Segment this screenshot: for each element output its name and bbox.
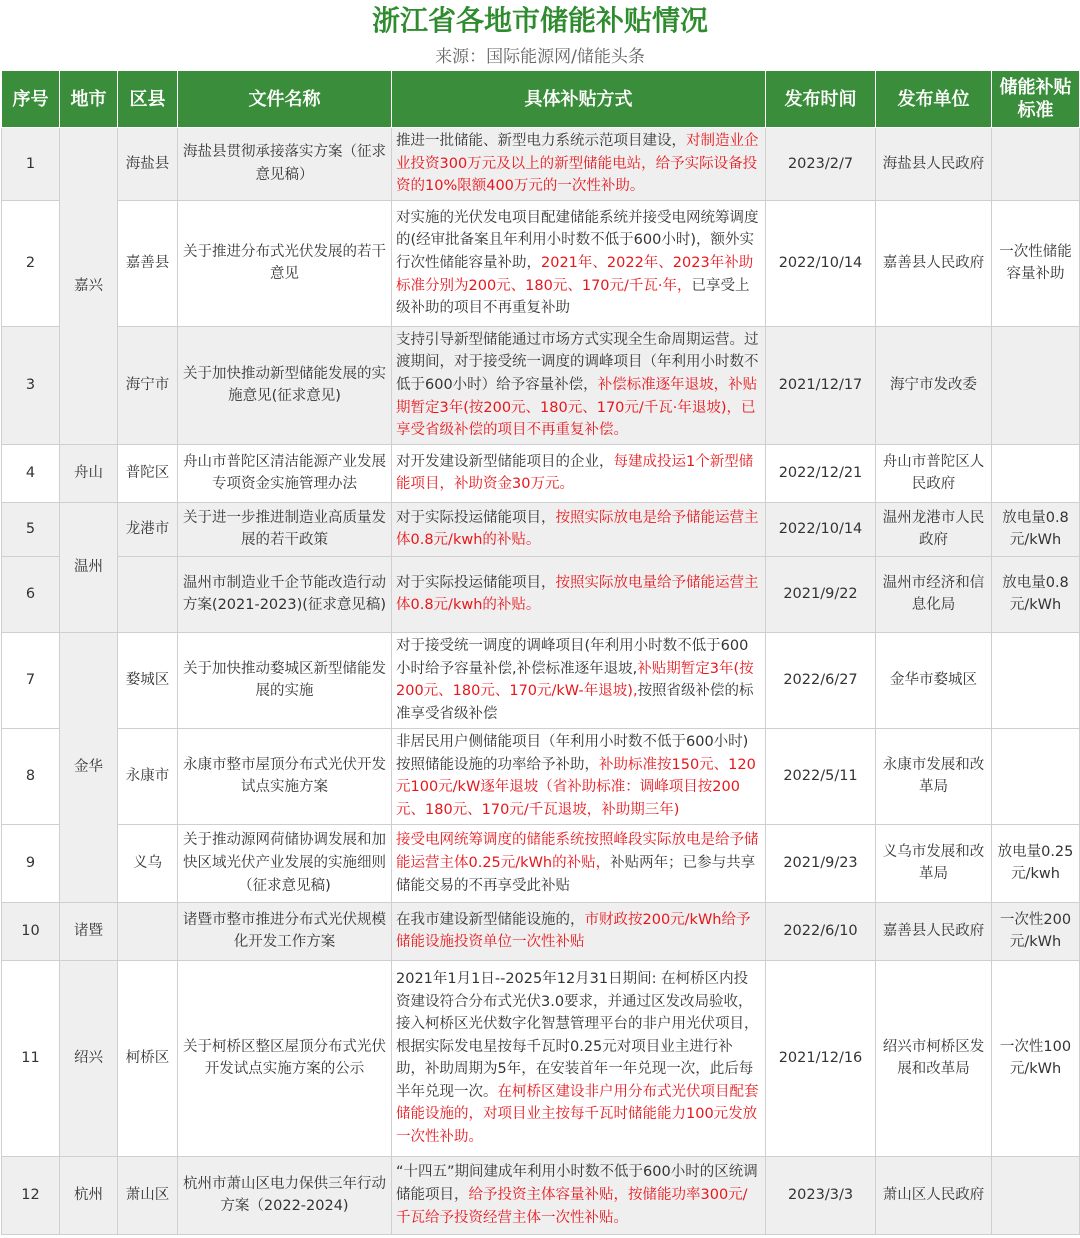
col-header-district: 区县 [118, 71, 178, 128]
cell-publisher: 舟山市普陀区人民政府 [876, 444, 992, 502]
table-row [2, 200, 1080, 326]
table-row [2, 902, 1080, 960]
detail-text: 非居民用户侧储能项目（年利用小时数不低于600小时)按照储能设施的功率给予补助， [396, 734, 749, 773]
cell-detail [392, 200, 766, 326]
cell-date: 2021/9/23 [766, 824, 876, 902]
cell-publisher: 海盐县人民政府 [876, 128, 992, 201]
cell-standard: 放电量0.8元/kWh [992, 556, 1080, 632]
col-header-detail: 具体补贴方式 [392, 71, 766, 128]
cell-district [118, 902, 178, 960]
cell-district: 婺城区 [118, 632, 178, 728]
cell-city: 温州 [60, 502, 118, 632]
cell-district: 柯桥区 [118, 960, 178, 1156]
cell-no: 5 [2, 502, 60, 556]
cell-no: 12 [2, 1156, 60, 1234]
cell-date: 2022/12/21 [766, 444, 876, 502]
cell-detail [392, 728, 766, 824]
table-row [2, 728, 1080, 824]
cell-detail [392, 902, 766, 960]
cell-city: 杭州 [60, 1156, 118, 1234]
detail-highlight: 在柯桥区建设非户用分布式光伏项目配套储能设施的，对项目业主按每千瓦时储能能力100元发放一次性补助。 [396, 1083, 759, 1146]
cell-detail [392, 632, 766, 728]
cell-detail [392, 502, 766, 556]
cell-file: 关于柯桥区整区屋顶分布式光伏开发试点实施方案的公示 [178, 960, 392, 1156]
cell-date: 2021/9/22 [766, 556, 876, 632]
cell-file: 舟山市普陀区清洁能源产业发展专项资金实施管理办法 [178, 444, 392, 502]
cell-date: 2021/12/16 [766, 960, 876, 1156]
cell-city: 舟山 [60, 444, 118, 502]
cell-district: 萧山区 [118, 1156, 178, 1234]
cell-date: 2022/6/27 [766, 632, 876, 728]
detail-highlight: 对制造业企业投资300万元及以上的新型储能电站，给予实际设备投资的10%限额400万元的一次性补助。 [396, 133, 759, 195]
detail-text: 对于实际投运储能项目， [396, 509, 556, 526]
cell-publisher: 永康市发展和改革局 [876, 728, 992, 824]
cell-no: 10 [2, 902, 60, 960]
cell-no: 3 [2, 326, 60, 444]
cell-standard: 放电量0.8元/kWh [992, 502, 1080, 556]
cell-district: 龙港市 [118, 502, 178, 556]
header-row [2, 71, 1080, 128]
table-row [2, 502, 1080, 556]
cell-file: 诸暨市整市推进分布式光伏规模化开发工作方案 [178, 902, 392, 960]
cell-no: 9 [2, 824, 60, 902]
cell-file: 温州市制造业千企节能改造行动方案(2021-2023)(征求意见稿) [178, 556, 392, 632]
detail-highlight: 接受电网统筹调度的储能系统按照峰段实际放电是给予储能运营主体0.25元/kWh的补贴， [396, 832, 759, 871]
cell-no: 6 [2, 556, 60, 632]
col-header-publisher: 发布单位 [876, 71, 992, 128]
cell-standard [992, 444, 1080, 502]
cell-date: 2022/5/11 [766, 728, 876, 824]
cell-publisher: 绍兴市柯桥区发展和改革局 [876, 960, 992, 1156]
detail-highlight: 每建成投运1个新型储能项目，补助资金30万元。 [396, 453, 754, 493]
detail-tail: 已享受上级补助的项目不再重复补助 [396, 277, 750, 317]
cell-date: 2022/6/10 [766, 902, 876, 960]
cell-standard: 一次性200元/kWh [992, 902, 1080, 960]
detail-highlight: 2021年、2022年、2023年补助标准分别为200元、180元、170元/千瓦·年， [396, 254, 754, 294]
cell-file: 关于推动源网荷储协调发展和加快区域光伏产业发展的实施细则（征求意见稿) [178, 824, 392, 902]
col-header-city: 地市 [60, 71, 118, 128]
cell-standard: 一次性储能容量补助 [992, 200, 1080, 326]
cell-file: 关于进一步推进制造业高质量发展的若干政策 [178, 502, 392, 556]
detail-highlight: 补助标准按150元、120元100元/kW逐年退坡（省补助标准：调峰项目按200元、180元、170元/千瓦退坡，补助期三年) [396, 756, 756, 818]
cell-file: 永康市整市屋顶分布式光伏开发试点实施方案 [178, 728, 392, 824]
detail-text: 2021年1月1日--2025年12月31日期间: 在柯桥区内投资建设符合分布式光伏3.0要求，并通过区发改局验收，接入柯桥区光伏数字化智慧管理平台的非户用光伏项目，根据实际发电星按每千瓦时0.25元对项目业主进行补助，补助周期为5年，在安装首年一年兑现一次，此后每半年兑现一次。 [396, 970, 759, 1100]
detail-highlight: 给予投资主体容量补贴，按储能功率300元/千瓦给予投资经营主体一次性补贴。 [396, 1186, 748, 1226]
cell-district: 海盐县 [118, 128, 178, 201]
cell-district: 义乌 [118, 824, 178, 902]
subsidy-table [1, 70, 1080, 1235]
cell-date: 2023/2/7 [766, 128, 876, 201]
table-row [2, 326, 1080, 444]
col-header-standard: 储能补贴标准 [992, 71, 1080, 128]
cell-city: 金华 [60, 632, 118, 902]
cell-district: 永康市 [118, 728, 178, 824]
cell-district: 普陀区 [118, 444, 178, 502]
cell-date: 2023/3/3 [766, 1156, 876, 1234]
cell-no: 7 [2, 632, 60, 728]
detail-tail: 按照省级补偿的标准享受省级补偿 [396, 683, 754, 722]
detail-text: 对于实际投运储能项目， [396, 574, 556, 591]
cell-no: 1 [2, 128, 60, 201]
detail-highlight: 市财政按200元/kWh给予储能设施投资单位一次性补贴 [396, 911, 751, 951]
detail-highlight: 按照实际放电是给予储能运营主体0.8元/kwh的补贴。 [396, 509, 759, 549]
cell-district: 嘉善县 [118, 200, 178, 326]
detail-tail: 补贴两年；已参与共享储能交易的不再享受此补贴 [396, 854, 756, 894]
col-header-date: 发布时间 [766, 71, 876, 128]
detail-text: 支持引导新型储能通过市场方式实现全生命周期运营。过渡期间，对于接受统一调度的调峰项目（年利用小时数不低于600小时）给予容量补偿， [396, 331, 759, 393]
cell-publisher: 萧山区人民政府 [876, 1156, 992, 1234]
table-row [2, 824, 1080, 902]
table-row [2, 1156, 1080, 1234]
col-header-file: 文件名称 [178, 71, 392, 128]
cell-publisher: 嘉善县人民政府 [876, 200, 992, 326]
cell-publisher: 温州市经济和信息化局 [876, 556, 992, 632]
col-header-no: 序号 [2, 71, 60, 128]
cell-standard [992, 128, 1080, 201]
cell-city: 绍兴 [60, 960, 118, 1156]
detail-text: 在我市建设新型储能设施的， [396, 911, 585, 928]
cell-no: 4 [2, 444, 60, 502]
cell-standard [992, 728, 1080, 824]
cell-standard [992, 1156, 1080, 1234]
cell-detail [392, 128, 766, 201]
cell-publisher: 嘉善县人民政府 [876, 902, 992, 960]
cell-standard: 放电量0.25元/kwh [992, 824, 1080, 902]
detail-highlight: 补贴期暂定3年(按200元、180元、170元/kW-年退坡), [396, 660, 754, 700]
cell-detail [392, 1156, 766, 1234]
detail-highlight: 按照实际放电量给予储能运营主体0.8元/kwh的补贴。 [396, 574, 759, 614]
cell-publisher: 金华市婺城区 [876, 632, 992, 728]
table-row [2, 960, 1080, 1156]
table-row [2, 632, 1080, 728]
cell-publisher: 义乌市发展和改革局 [876, 824, 992, 902]
cell-no: 11 [2, 960, 60, 1156]
cell-standard: 一次性100元/kWh [992, 960, 1080, 1156]
page-title: 浙江省各地市储能补贴情况 [371, 4, 708, 37]
detail-text: 对开发建设新型储能项目的企业， [396, 453, 614, 470]
cell-city: 诸暨 [60, 902, 118, 960]
cell-standard [992, 632, 1080, 728]
detail-text: 对实施的光伏发电项目配建储能系统并接受电网统筹调度的(经审批备案且年利用小时数不低于600小时)，额外实行次性储能容量补助， [396, 209, 759, 271]
cell-standard [992, 326, 1080, 444]
cell-detail [392, 824, 766, 902]
cell-publisher: 温州龙港市人民政府 [876, 502, 992, 556]
cell-no: 2 [2, 200, 60, 326]
cell-detail [392, 960, 766, 1156]
cell-date: 2022/10/14 [766, 200, 876, 326]
cell-file: 关于加快推动婺城区新型储能发展的实施 [178, 632, 392, 728]
cell-district: 海宁市 [118, 326, 178, 444]
cell-date: 2022/10/14 [766, 502, 876, 556]
cell-no: 8 [2, 728, 60, 824]
cell-publisher: 海宁市发改委 [876, 326, 992, 444]
cell-file: 杭州市萧山区电力保供三年行动方案（2022-2024) [178, 1156, 392, 1234]
source-note: 来源：国际能源网/储能头条 [435, 47, 645, 67]
detail-text: 推进一批储能、新型电力系统示范项目建设， [396, 133, 686, 149]
cell-detail [392, 556, 766, 632]
cell-file: 关于加快推动新型储能发展的实施意见(征求意见) [178, 326, 392, 444]
cell-file: 海盐县贯彻承接落实方案（征求意见稿） [178, 128, 392, 201]
cell-file: 关于推进分布式光伏发展的若干意见 [178, 200, 392, 326]
table-row [2, 444, 1080, 502]
cell-detail [392, 326, 766, 444]
cell-district [118, 556, 178, 632]
table-row [2, 128, 1080, 201]
detail-highlight: 补偿标准逐年退坡，补贴期暂定3年(按200元、180元、170元/千瓦·年退坡)，已享受省级补偿的项目不再重复补偿。 [396, 376, 758, 439]
detail-text: “十四五”期间建成年利用小时数不低于600小时的区统调储能项目， [396, 1164, 758, 1203]
detail-text: 对于接受统一调度的调峰项目(年利用小时数不低于600小时给予容量补偿,补偿标准逐年退坡, [396, 638, 749, 677]
table-row [2, 556, 1080, 632]
cell-date: 2021/12/17 [766, 326, 876, 444]
cell-city: 嘉兴 [60, 128, 118, 445]
cell-detail [392, 444, 766, 502]
